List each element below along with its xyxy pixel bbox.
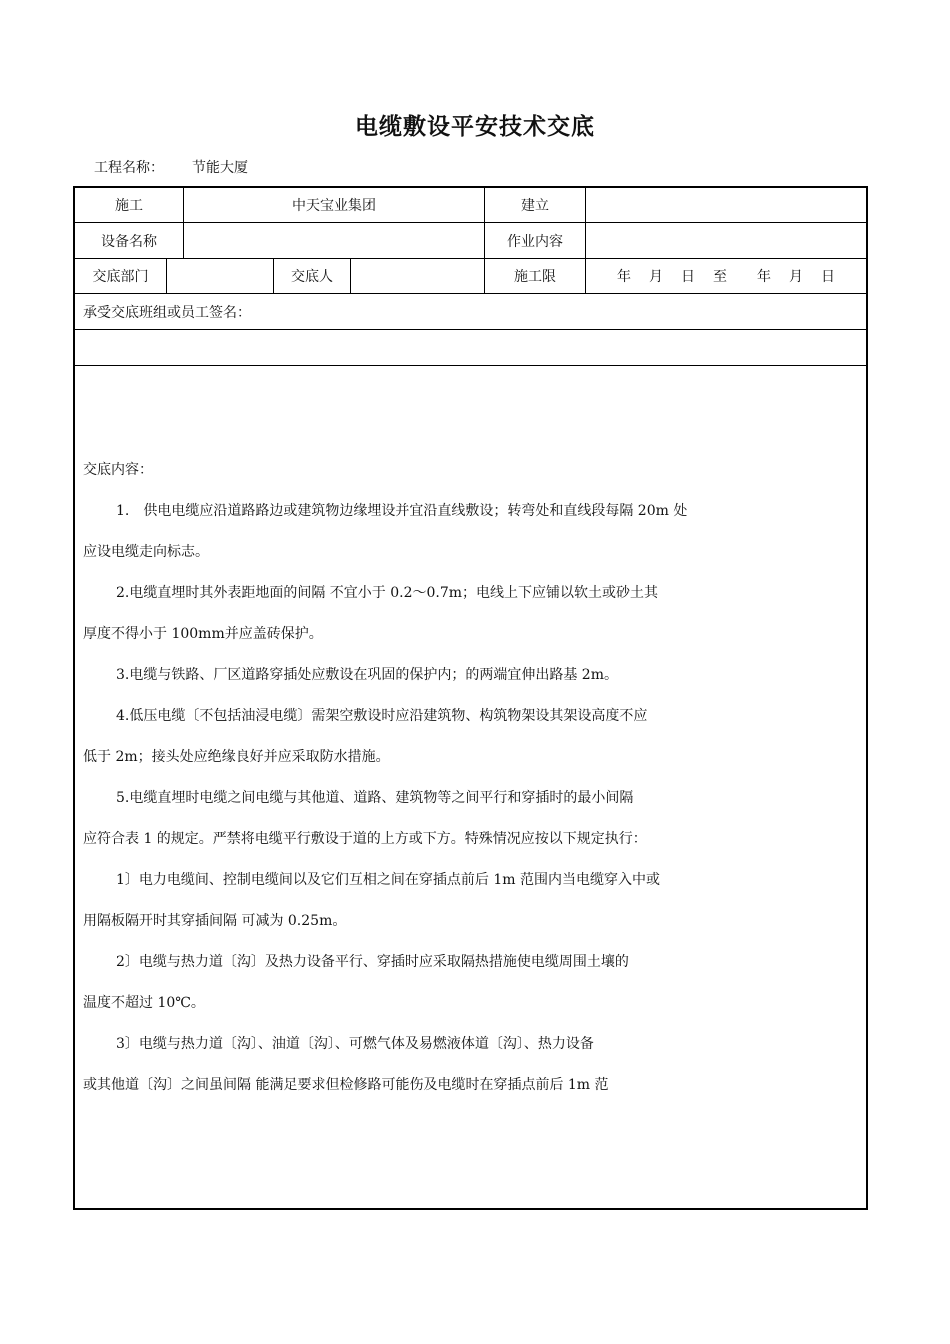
period-to: 至: [713, 269, 727, 285]
content-line: 厚度不得小于 100mm并应盖砖保护。: [83, 626, 323, 642]
content-line: 温度不超过 10℃。: [83, 995, 205, 1011]
signature-label: 承受交底班组或员工签名：: [83, 304, 251, 321]
period-month-end: 月: [789, 269, 803, 285]
content-heading: 交底内容：: [83, 462, 153, 478]
period-year-start: 年: [617, 269, 631, 285]
period-year-end: 年: [757, 269, 771, 285]
disclosure-content: [83, 450, 853, 1106]
content-line: 1. 供电电缆应沿道路路边或建筑物边缘埋设并宜沿直线敷设；转弯处和直线段每隔 20m 处: [116, 503, 688, 519]
content-line: 低于 2m；接头处应绝缘良好并应采取防水措施。: [83, 749, 390, 765]
work-content-value: [586, 223, 866, 258]
document-title: 电缆敷设平安技术交底: [355, 114, 595, 140]
row-divider: [75, 365, 866, 366]
equipment-label: 设备名称: [101, 233, 157, 250]
period-label: 施工限: [514, 269, 556, 285]
period-day-end: 日: [821, 269, 835, 285]
equipment-value: [184, 223, 484, 258]
content-line: 4.低压电缆〔不包括油浸电缆〕需架空敷设时应沿建筑物、构筑物架设其架设高度不应: [116, 708, 648, 724]
content-line: 用隔板隔开时其穿插间隔 可减为 0.25m。: [83, 913, 347, 929]
construction-value: 中天宝业集团: [292, 198, 376, 214]
supervision-label: 建立: [521, 198, 549, 214]
content-line: 5.电缆直埋时电缆之间电缆与其他道、道路、建筑物等之间平行和穿插时的最小间隔: [116, 790, 634, 806]
content-line: 2.电缆直埋时其外表距地面的间隔 不宜小于 0.2～0.7m；电线上下应铺以软土或砂土其: [116, 585, 659, 601]
content-line: 3〕电缆与热力道〔沟〕、油道〔沟〕、可燃气体及易燃液体道〔沟〕、热力设备: [116, 1036, 594, 1052]
row-divider: [75, 329, 866, 330]
project-label: 工程名称：: [94, 160, 164, 176]
content-line: 应设电缆走向标志。: [83, 544, 209, 560]
disclosure-form-table: [73, 186, 868, 1210]
project-name: 节能大厦: [192, 160, 248, 176]
work-content-label: 作业内容: [507, 233, 563, 250]
supervision-value: [586, 188, 866, 222]
dept-label: 交底部门: [92, 269, 149, 285]
dept-value: [167, 259, 273, 293]
period-month-start: 月: [649, 269, 663, 285]
person-label: 交底人: [291, 269, 333, 285]
project-line: [94, 157, 248, 177]
content-line: 1〕电力电缆间、控制电缆间以及它们互相之间在穿插点前后 1m 范围内当电缆穿入中或: [116, 872, 660, 888]
period-date-range: [586, 259, 866, 293]
person-value: [351, 259, 484, 293]
construction-label: 施工: [115, 198, 143, 214]
period-day-start: 日: [681, 269, 695, 285]
content-line: 2〕电缆与热力道〔沟〕及热力设备平行、穿插时应采取隔热措施使电缆周围土壤的: [116, 954, 629, 970]
content-line: 应符合表 1 的规定。严禁将电缆平行敷设于道的上方或下方。特殊情况应按以下规定执行：: [83, 831, 647, 847]
content-line: 或其他道〔沟〕之间虽间隔 能满足要求但检修路可能伤及电缆时在穿插点前后 1m 范: [83, 1077, 609, 1093]
content-line: 3.电缆与铁路、厂区道路穿插处应敷设在巩固的保护内；的两端宜伸出路基 2m。: [116, 667, 618, 683]
